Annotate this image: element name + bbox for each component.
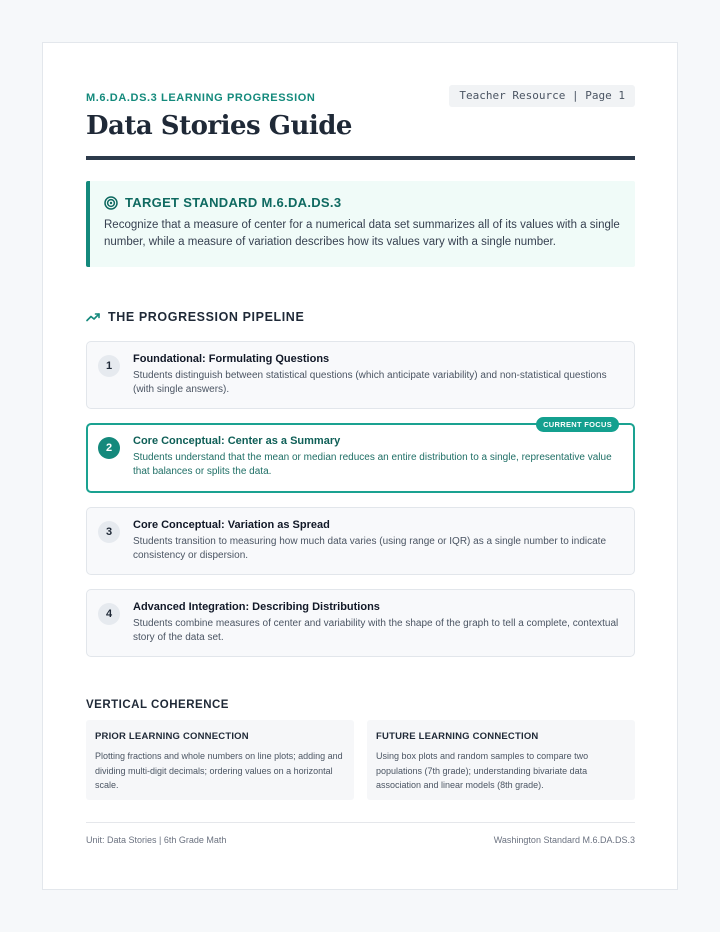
vertical-coherence-heading: VERTICAL COHERENCE bbox=[86, 699, 229, 711]
trending-up-icon bbox=[86, 312, 100, 322]
title-divider bbox=[86, 156, 635, 160]
page-title: Data Stories Guide bbox=[86, 111, 352, 141]
footer-divider bbox=[86, 822, 635, 823]
step-description: Students understand that the mean or median reduces an entire distribution to a single, representative value that balances or splits the data. bbox=[133, 452, 612, 477]
step-number-badge: 4 bbox=[98, 603, 120, 625]
pipeline-header bbox=[86, 310, 304, 324]
target-standard-callout bbox=[86, 181, 635, 267]
future-learning-title: FUTURE LEARNING CONNECTION bbox=[376, 731, 539, 742]
future-learning-text: Using box plots and random samples to compare two populations (7th grade); understanding bivariate data association and linear models (8th grade). bbox=[376, 751, 589, 790]
document-page bbox=[42, 42, 678, 890]
target-standard-header bbox=[104, 195, 341, 210]
prior-learning-title: PRIOR LEARNING CONNECTION bbox=[95, 731, 249, 742]
step-title: Core Conceptual: Center as a Summary bbox=[133, 435, 341, 447]
future-learning-card bbox=[367, 720, 635, 800]
step-title: Core Conceptual: Variation as Spread bbox=[133, 519, 330, 531]
standard-eyebrow: M.6.DA.DS.3 LEARNING PROGRESSION bbox=[86, 92, 316, 104]
prior-learning-text: Plotting fractions and whole numbers on line plots; adding and dividing multi-digit decimals; ordering values on a horizontal scale. bbox=[95, 751, 343, 790]
target-standard-description: Recognize that a measure of center for a numerical data set summarizes all of its values with a single number, while a measure of variation describes how its values vary with a single number. bbox=[104, 219, 620, 248]
pipeline-step-3 bbox=[86, 507, 635, 575]
pipeline-heading: THE PROGRESSION PIPELINE bbox=[108, 310, 305, 324]
resource-tag: Teacher Resource | Page 1 bbox=[449, 85, 635, 107]
pipeline-step-4 bbox=[86, 589, 635, 657]
footer-unit: Unit: Data Stories | 6th Grade Math bbox=[86, 835, 227, 845]
step-description: Students distinguish between statistical questions (which anticipate variability) and non-statistical questions (with single answers). bbox=[133, 370, 607, 395]
pipeline-step-2 bbox=[86, 420, 635, 493]
step-description: Students combine measures of center and variability with the shape of the graph to tell a complete, contextual story of the data set. bbox=[133, 618, 619, 643]
step-number-badge: 1 bbox=[98, 355, 120, 377]
step-title: Foundational: Formulating Questions bbox=[133, 353, 330, 365]
pipeline-step-1 bbox=[86, 341, 635, 409]
step-description: Students transition to measuring how much data varies (using range or IQR) as a single number to indicate consistency or dispersion. bbox=[133, 536, 607, 561]
step-number-badge: 3 bbox=[98, 521, 120, 543]
target-icon bbox=[104, 196, 118, 210]
target-standard-heading: TARGET STANDARD M.6.DA.DS.3 bbox=[125, 195, 342, 210]
step-number-badge: 2 bbox=[98, 437, 120, 459]
footer-standard: Washington Standard M.6.DA.DS.3 bbox=[493, 835, 635, 845]
current-focus-badge: CURRENT FOCUS bbox=[536, 417, 619, 432]
step-title: Advanced Integration: Describing Distributions bbox=[133, 601, 380, 613]
prior-learning-card bbox=[86, 720, 354, 800]
